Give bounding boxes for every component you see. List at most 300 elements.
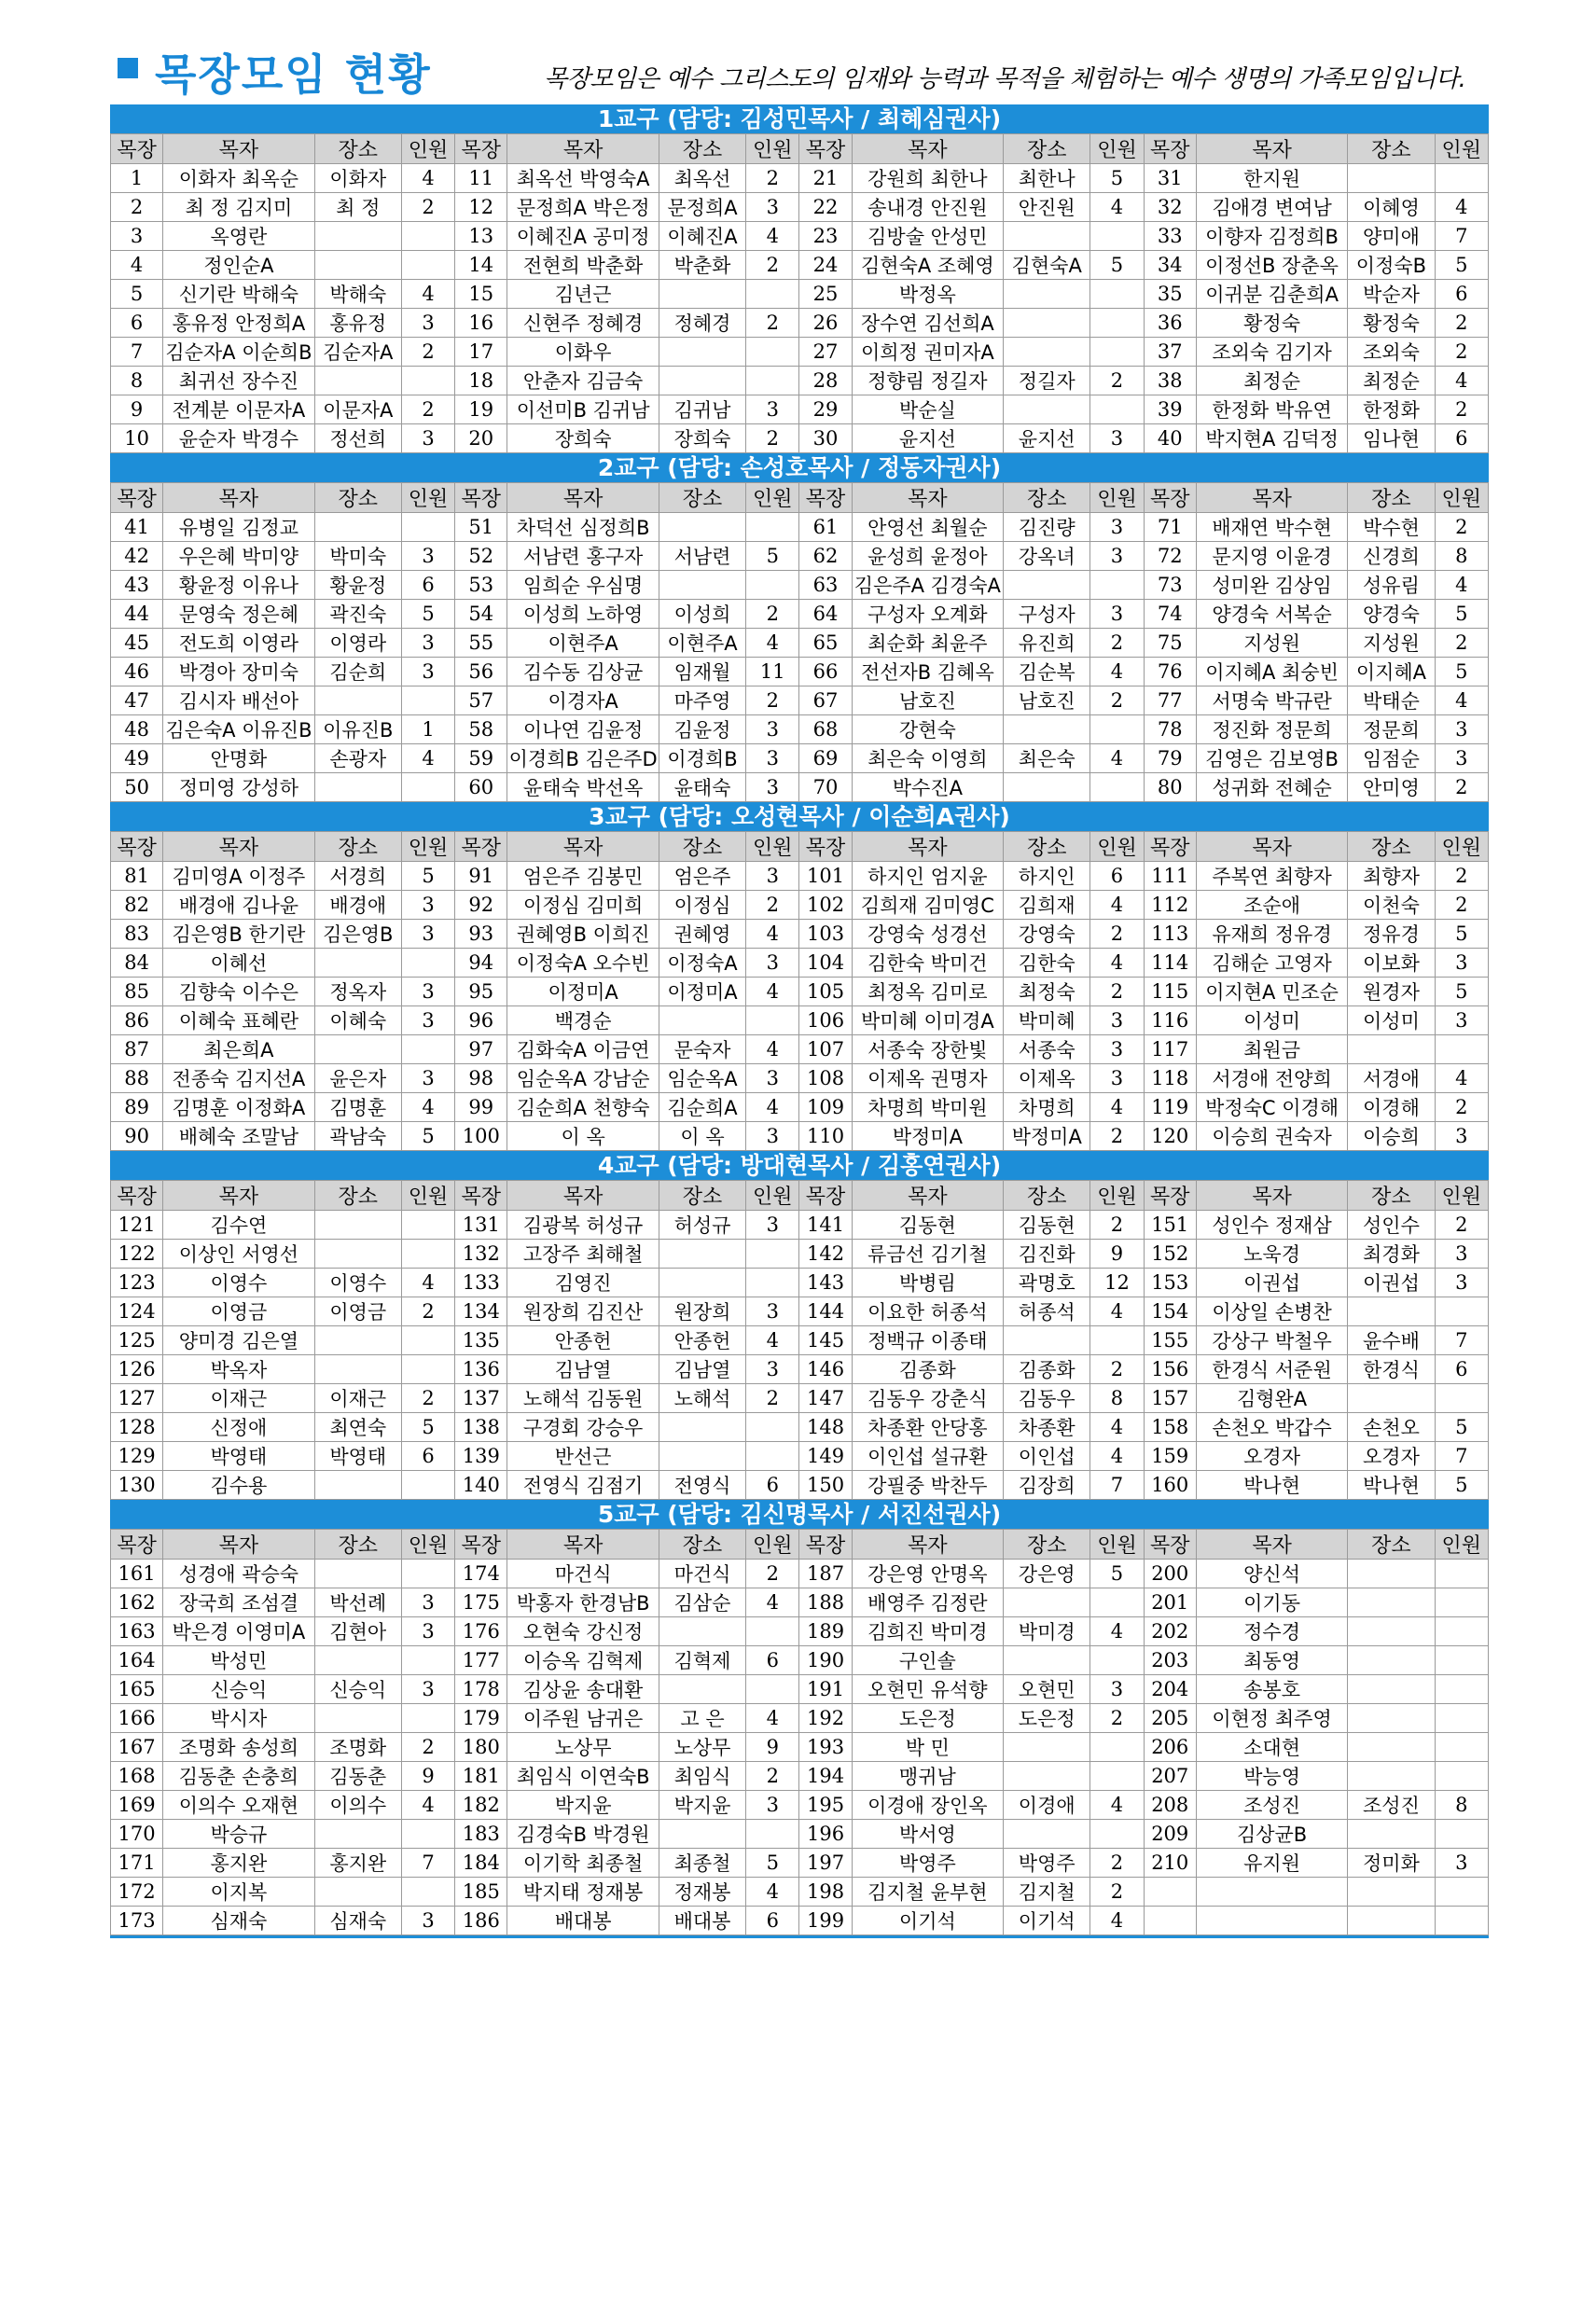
place-cell: 강옥녀 xyxy=(1004,542,1090,571)
leader-header: 목자 xyxy=(1196,1530,1348,1560)
place-header: 장소 xyxy=(1004,1181,1090,1211)
group-no-cell: 67 xyxy=(799,686,852,715)
count-cell xyxy=(401,1820,454,1849)
leader-cell: 서경애 전양희 xyxy=(1196,1064,1348,1093)
group-no-cell: 178 xyxy=(455,1675,507,1704)
table-row xyxy=(111,513,1489,542)
place-cell xyxy=(1004,773,1090,802)
group-no-header: 목장 xyxy=(799,483,852,513)
group-no-cell: 182 xyxy=(455,1791,507,1820)
leader-header: 목자 xyxy=(1196,832,1348,862)
place-cell: 김혁제 xyxy=(659,1646,745,1675)
group-no-header: 목장 xyxy=(1144,483,1196,513)
place-cell: 손천오 xyxy=(1348,1413,1435,1442)
leader-cell: 이요한 허종석 xyxy=(852,1297,1004,1326)
leader-header: 목자 xyxy=(1196,483,1348,513)
group-no-cell: 181 xyxy=(455,1762,507,1791)
place-cell xyxy=(1348,1297,1435,1326)
leader-cell: 이성미 xyxy=(1196,1006,1348,1035)
place-header: 장소 xyxy=(659,832,745,862)
count-cell: 3 xyxy=(1090,1035,1144,1064)
district-section xyxy=(110,802,1489,1151)
group-no-cell: 164 xyxy=(111,1646,163,1675)
place-cell: 최 정 xyxy=(314,193,401,222)
leader-cell: 오경자 xyxy=(1196,1442,1348,1471)
leader-cell: 최은희A xyxy=(163,1035,315,1064)
leader-header: 목자 xyxy=(1196,1181,1348,1211)
count-cell: 3 xyxy=(746,1122,799,1151)
place-cell xyxy=(1348,1878,1435,1907)
group-no-cell: 159 xyxy=(1144,1442,1196,1471)
table-header-row xyxy=(111,1530,1489,1560)
place-cell: 김윤정 xyxy=(659,715,745,744)
table-header-row xyxy=(111,832,1489,862)
count-cell: 5 xyxy=(1435,978,1488,1006)
group-no-cell: 39 xyxy=(1144,395,1196,424)
place-cell xyxy=(1004,309,1090,338)
place-cell: 박나현 xyxy=(1348,1471,1435,1500)
count-cell xyxy=(401,1471,454,1500)
group-no-cell: 85 xyxy=(111,978,163,1006)
group-no-cell: 165 xyxy=(111,1675,163,1704)
leader-cell: 윤지선 xyxy=(852,424,1004,453)
place-cell xyxy=(1348,1560,1435,1588)
count-cell: 6 xyxy=(746,1646,799,1675)
group-no-cell: 91 xyxy=(455,862,507,891)
count-cell: 3 xyxy=(746,395,799,424)
leader-cell: 유재희 정유경 xyxy=(1196,920,1348,949)
table-row xyxy=(111,542,1489,571)
group-no-cell: 96 xyxy=(455,1006,507,1035)
place-cell: 박순자 xyxy=(1348,280,1435,309)
group-no-cell: 147 xyxy=(799,1384,852,1413)
table-row xyxy=(111,1704,1489,1733)
count-cell: 3 xyxy=(1435,1006,1488,1035)
leader-cell: 문영숙 정은혜 xyxy=(163,600,315,629)
group-no-cell: 151 xyxy=(1144,1211,1196,1240)
count-cell xyxy=(401,251,454,280)
group-no-cell: 56 xyxy=(455,658,507,686)
count-cell: 2 xyxy=(1435,629,1488,658)
leader-cell: 김은숙A 이유진B xyxy=(163,715,315,744)
group-no-cell: 48 xyxy=(111,715,163,744)
group-no-cell: 81 xyxy=(111,862,163,891)
table-row xyxy=(111,1762,1489,1791)
leader-cell: 박서영 xyxy=(852,1820,1004,1849)
count-cell xyxy=(401,367,454,395)
place-cell: 손광자 xyxy=(314,744,401,773)
count-cell xyxy=(1435,1646,1488,1675)
place-cell: 김삼순 xyxy=(659,1588,745,1617)
count-cell xyxy=(1435,1675,1488,1704)
place-cell xyxy=(1348,1384,1435,1413)
leader-header: 목자 xyxy=(163,832,315,862)
place-cell: 안진원 xyxy=(1004,193,1090,222)
group-no-cell: 141 xyxy=(799,1211,852,1240)
place-cell: 이경희B xyxy=(659,744,745,773)
leader-cell: 김한숙 박미건 xyxy=(852,949,1004,978)
place-cell: 조성진 xyxy=(1348,1791,1435,1820)
leader-cell: 김희진 박미경 xyxy=(852,1617,1004,1646)
group-no-cell: 160 xyxy=(1144,1471,1196,1500)
table-row xyxy=(111,1211,1489,1240)
count-cell: 5 xyxy=(1090,1560,1144,1588)
group-no-cell: 16 xyxy=(455,309,507,338)
leader-cell: 이선미B 김귀남 xyxy=(507,395,659,424)
place-cell: 원경자 xyxy=(1348,978,1435,1006)
place-cell: 정길자 xyxy=(1004,367,1090,395)
leader-cell: 김상윤 송대환 xyxy=(507,1675,659,1704)
place-cell: 최한나 xyxy=(1004,164,1090,193)
place-cell: 배대봉 xyxy=(659,1907,745,1935)
place-cell: 차종환 xyxy=(1004,1413,1090,1442)
group-no-cell: 10 xyxy=(111,424,163,453)
table-row xyxy=(111,1878,1489,1907)
count-cell: 3 xyxy=(1435,715,1488,744)
group-no-cell: 73 xyxy=(1144,571,1196,600)
group-no-cell: 154 xyxy=(1144,1297,1196,1326)
leader-cell: 권혜영B 이희진 xyxy=(507,920,659,949)
group-no-cell: 190 xyxy=(799,1646,852,1675)
place-cell xyxy=(1004,1820,1090,1849)
count-cell: 3 xyxy=(1090,1006,1144,1035)
count-cell xyxy=(401,1035,454,1064)
count-header: 인원 xyxy=(1090,832,1144,862)
leader-cell: 성귀화 전혜순 xyxy=(1196,773,1348,802)
leader-cell: 김경숙B 박경원 xyxy=(507,1820,659,1849)
group-no-cell: 116 xyxy=(1144,1006,1196,1035)
table-row xyxy=(111,1035,1489,1064)
district-section xyxy=(110,453,1489,802)
count-cell xyxy=(401,1326,454,1355)
leader-cell: 김순자A 이순희B xyxy=(163,338,315,367)
count-header: 인원 xyxy=(401,1181,454,1211)
count-cell: 2 xyxy=(1090,1211,1144,1240)
count-header: 인원 xyxy=(401,1530,454,1560)
place-cell: 김순복 xyxy=(1004,658,1090,686)
leader-cell: 윤태숙 박선옥 xyxy=(507,773,659,802)
leader-cell: 송내경 안진원 xyxy=(852,193,1004,222)
count-cell xyxy=(401,1355,454,1384)
place-cell: 정혜경 xyxy=(659,309,745,338)
count-cell: 4 xyxy=(1090,891,1144,920)
leader-cell: 오현민 유석향 xyxy=(852,1675,1004,1704)
count-cell: 3 xyxy=(746,773,799,802)
place-cell: 최종철 xyxy=(659,1849,745,1878)
leader-cell: 최귀선 장수진 xyxy=(163,367,315,395)
leader-cell: 배대봉 xyxy=(507,1907,659,1935)
count-cell: 1 xyxy=(401,715,454,744)
place-cell: 이혜숙 xyxy=(314,1006,401,1035)
count-header: 인원 xyxy=(1090,134,1144,164)
place-cell: 이기석 xyxy=(1004,1907,1090,1935)
leader-cell: 김형완A xyxy=(1196,1384,1348,1413)
count-cell: 4 xyxy=(746,629,799,658)
group-no-cell: 127 xyxy=(111,1384,163,1413)
leader-cell: 옥영란 xyxy=(163,222,315,251)
place-cell xyxy=(1348,1762,1435,1791)
group-no-cell: 162 xyxy=(111,1588,163,1617)
count-cell: 9 xyxy=(746,1733,799,1762)
place-cell: 차명희 xyxy=(1004,1093,1090,1122)
count-cell: 4 xyxy=(401,1269,454,1297)
group-no-cell: 180 xyxy=(455,1733,507,1762)
table-row xyxy=(111,1733,1489,1762)
leader-cell: 이현정 최주영 xyxy=(1196,1704,1348,1733)
group-no-cell: 103 xyxy=(799,920,852,949)
place-cell xyxy=(314,222,401,251)
leader-cell: 이지현A 민조순 xyxy=(1196,978,1348,1006)
place-cell: 강은영 xyxy=(1004,1560,1090,1588)
place-cell: 유진희 xyxy=(1004,629,1090,658)
place-cell: 이인섭 xyxy=(1004,1442,1090,1471)
place-cell: 이혜영 xyxy=(1348,193,1435,222)
place-cell: 김순자A xyxy=(314,338,401,367)
count-cell xyxy=(1090,338,1144,367)
count-cell xyxy=(746,338,799,367)
group-no-cell: 93 xyxy=(455,920,507,949)
group-no-cell: 77 xyxy=(1144,686,1196,715)
count-cell: 3 xyxy=(746,862,799,891)
leader-cell: 박지윤 xyxy=(507,1791,659,1820)
leader-cell: 이현주A xyxy=(507,629,659,658)
place-cell xyxy=(1348,1675,1435,1704)
leader-cell: 최임식 이연숙B xyxy=(507,1762,659,1791)
place-cell: 마건식 xyxy=(659,1560,745,1588)
count-cell xyxy=(1090,309,1144,338)
place-cell: 이현주A xyxy=(659,629,745,658)
place-cell: 정유경 xyxy=(1348,920,1435,949)
place-cell: 김은영B xyxy=(314,920,401,949)
leader-cell: 조순애 xyxy=(1196,891,1348,920)
count-cell: 3 xyxy=(1435,744,1488,773)
leader-cell: 김영은 김보영B xyxy=(1196,744,1348,773)
group-no-cell: 175 xyxy=(455,1588,507,1617)
leader-cell: 박능영 xyxy=(1196,1762,1348,1791)
group-no-cell: 135 xyxy=(455,1326,507,1355)
leader-cell: 김수용 xyxy=(163,1471,315,1500)
group-no-cell: 29 xyxy=(799,395,852,424)
count-cell: 3 xyxy=(746,1064,799,1093)
count-cell: 4 xyxy=(746,222,799,251)
place-cell: 조명화 xyxy=(314,1733,401,1762)
group-no-cell: 192 xyxy=(799,1704,852,1733)
count-header: 인원 xyxy=(1435,134,1488,164)
table-row xyxy=(111,1617,1489,1646)
group-no-cell: 125 xyxy=(111,1326,163,1355)
group-no-cell: 194 xyxy=(799,1762,852,1791)
place-cell: 장희숙 xyxy=(659,424,745,453)
table-row xyxy=(111,1675,1489,1704)
count-header: 인원 xyxy=(1090,483,1144,513)
place-cell: 한경식 xyxy=(1348,1355,1435,1384)
count-cell: 5 xyxy=(1435,658,1488,686)
district-banner: 5교구 (담당: 김신명목사 / 서진선권사) xyxy=(110,1500,1489,1529)
count-cell: 3 xyxy=(401,1006,454,1035)
group-no-cell: 132 xyxy=(455,1240,507,1269)
table-row xyxy=(111,949,1489,978)
place-cell xyxy=(1004,1646,1090,1675)
leader-cell: 박순실 xyxy=(852,395,1004,424)
group-no-cell: 106 xyxy=(799,1006,852,1035)
district-table xyxy=(110,482,1489,802)
leader-cell: 조명화 송성희 xyxy=(163,1733,315,1762)
leader-cell: 이지혜A 최숭빈 xyxy=(1196,658,1348,686)
group-no-header: 목장 xyxy=(455,483,507,513)
leader-cell: 마건식 xyxy=(507,1560,659,1588)
place-cell: 박태순 xyxy=(1348,686,1435,715)
leader-cell: 안영선 최월순 xyxy=(852,513,1004,542)
leader-cell: 성미완 김상임 xyxy=(1196,571,1348,600)
place-cell: 곽명호 xyxy=(1004,1269,1090,1297)
group-no-cell: 173 xyxy=(111,1907,163,1935)
leader-header: 목자 xyxy=(507,1530,659,1560)
group-no-cell: 20 xyxy=(455,424,507,453)
leader-cell: 양신석 xyxy=(1196,1560,1348,1588)
group-no-cell: 172 xyxy=(111,1878,163,1907)
leader-cell: 최동영 xyxy=(1196,1646,1348,1675)
group-no-cell: 45 xyxy=(111,629,163,658)
header xyxy=(110,39,1491,100)
count-cell xyxy=(1435,1560,1488,1588)
group-no-cell: 17 xyxy=(455,338,507,367)
group-no-header: 목장 xyxy=(455,1181,507,1211)
leader-cell: 배경애 김나윤 xyxy=(163,891,315,920)
count-cell: 4 xyxy=(401,744,454,773)
count-cell: 3 xyxy=(1090,600,1144,629)
count-cell: 2 xyxy=(401,1297,454,1326)
place-cell: 박미경 xyxy=(1004,1617,1090,1646)
table-row xyxy=(111,424,1489,453)
count-cell: 4 xyxy=(1090,949,1144,978)
group-no-cell: 59 xyxy=(455,744,507,773)
table-row xyxy=(111,1384,1489,1413)
group-no-cell: 37 xyxy=(1144,338,1196,367)
count-cell: 4 xyxy=(1090,1617,1144,1646)
group-no-cell: 206 xyxy=(1144,1733,1196,1762)
table-row xyxy=(111,367,1489,395)
group-no-cell: 155 xyxy=(1144,1326,1196,1355)
place-cell: 오경자 xyxy=(1348,1442,1435,1471)
table-row xyxy=(111,1820,1489,1849)
group-no-cell: 112 xyxy=(1144,891,1196,920)
leader-cell: 고장주 최해철 xyxy=(507,1240,659,1269)
group-no-cell: 5 xyxy=(111,280,163,309)
group-no-cell: 52 xyxy=(455,542,507,571)
group-no-cell: 156 xyxy=(1144,1355,1196,1384)
place-cell: 김진량 xyxy=(1004,513,1090,542)
count-cell: 4 xyxy=(1435,193,1488,222)
count-cell xyxy=(746,1269,799,1297)
group-no-cell: 129 xyxy=(111,1442,163,1471)
table-row xyxy=(111,978,1489,1006)
leader-cell: 성경애 곽승숙 xyxy=(163,1560,315,1588)
group-no-cell: 36 xyxy=(1144,309,1196,338)
leader-cell: 이기동 xyxy=(1196,1588,1348,1617)
place-cell xyxy=(659,367,745,395)
place-cell: 김귀남 xyxy=(659,395,745,424)
group-no-cell: 157 xyxy=(1144,1384,1196,1413)
leader-cell: 박수진A xyxy=(852,773,1004,802)
place-cell: 성유림 xyxy=(1348,571,1435,600)
count-cell: 3 xyxy=(1090,513,1144,542)
count-cell: 4 xyxy=(401,280,454,309)
leader-cell: 김현숙A 조혜영 xyxy=(852,251,1004,280)
leader-cell: 이혜진A 공미정 xyxy=(507,222,659,251)
count-cell: 3 xyxy=(1435,1240,1488,1269)
leader-cell: 윤성희 윤정아 xyxy=(852,542,1004,571)
place-cell: 이영라 xyxy=(314,629,401,658)
leader-cell: 안춘자 김금숙 xyxy=(507,367,659,395)
table-row xyxy=(111,1269,1489,1297)
table-row xyxy=(111,600,1489,629)
count-cell: 6 xyxy=(746,1471,799,1500)
count-cell: 2 xyxy=(1435,513,1488,542)
count-cell xyxy=(401,222,454,251)
leader-cell: 노상무 xyxy=(507,1733,659,1762)
group-no-header: 목장 xyxy=(455,134,507,164)
district-table xyxy=(110,1180,1489,1500)
count-cell xyxy=(1090,1733,1144,1762)
place-header: 장소 xyxy=(1004,483,1090,513)
count-cell: 4 xyxy=(746,920,799,949)
count-cell xyxy=(1090,571,1144,600)
count-cell xyxy=(401,949,454,978)
place-cell: 홍지완 xyxy=(314,1849,401,1878)
leader-cell: 강은영 안명옥 xyxy=(852,1560,1004,1588)
table-header-row xyxy=(111,483,1489,513)
leader-cell: 최원금 xyxy=(1196,1035,1348,1064)
leader-header: 목자 xyxy=(507,134,659,164)
place-cell: 안종헌 xyxy=(659,1326,745,1355)
leader-cell: 이재근 xyxy=(163,1384,315,1413)
place-cell: 심재숙 xyxy=(314,1907,401,1935)
group-no-cell: 120 xyxy=(1144,1122,1196,1151)
leader-cell: 강현숙 xyxy=(852,715,1004,744)
table-row xyxy=(111,1471,1489,1500)
group-no-cell: 207 xyxy=(1144,1762,1196,1791)
table-row xyxy=(111,1907,1489,1935)
place-cell: 박정미A xyxy=(1004,1122,1090,1151)
leader-cell: 황정숙 xyxy=(1196,309,1348,338)
district-banner: 3교구 (담당: 오성현목사 / 이순희A권사) xyxy=(110,802,1489,831)
leader-cell: 이 옥 xyxy=(507,1122,659,1151)
count-header: 인원 xyxy=(746,832,799,862)
table-row xyxy=(111,1646,1489,1675)
place-cell xyxy=(659,513,745,542)
leader-cell: 신정애 xyxy=(163,1413,315,1442)
group-no-cell: 65 xyxy=(799,629,852,658)
leader-header: 목자 xyxy=(507,483,659,513)
leader-cell: 박영태 xyxy=(163,1442,315,1471)
group-no-cell: 210 xyxy=(1144,1849,1196,1878)
place-cell: 이경애 xyxy=(1004,1791,1090,1820)
count-cell xyxy=(1435,1035,1488,1064)
leader-cell: 박미혜 이미경A xyxy=(852,1006,1004,1035)
group-no-cell: 86 xyxy=(111,1006,163,1035)
group-no-header: 목장 xyxy=(799,832,852,862)
group-no-header: 목장 xyxy=(111,832,163,862)
group-no-cell: 146 xyxy=(799,1355,852,1384)
count-cell: 4 xyxy=(746,1035,799,1064)
count-cell: 7 xyxy=(1435,1326,1488,1355)
place-cell: 박춘화 xyxy=(659,251,745,280)
group-no-cell: 187 xyxy=(799,1560,852,1588)
group-no-cell: 14 xyxy=(455,251,507,280)
place-cell: 이문자A xyxy=(314,395,401,424)
count-cell: 2 xyxy=(1435,338,1488,367)
place-cell: 이성미 xyxy=(1348,1006,1435,1035)
